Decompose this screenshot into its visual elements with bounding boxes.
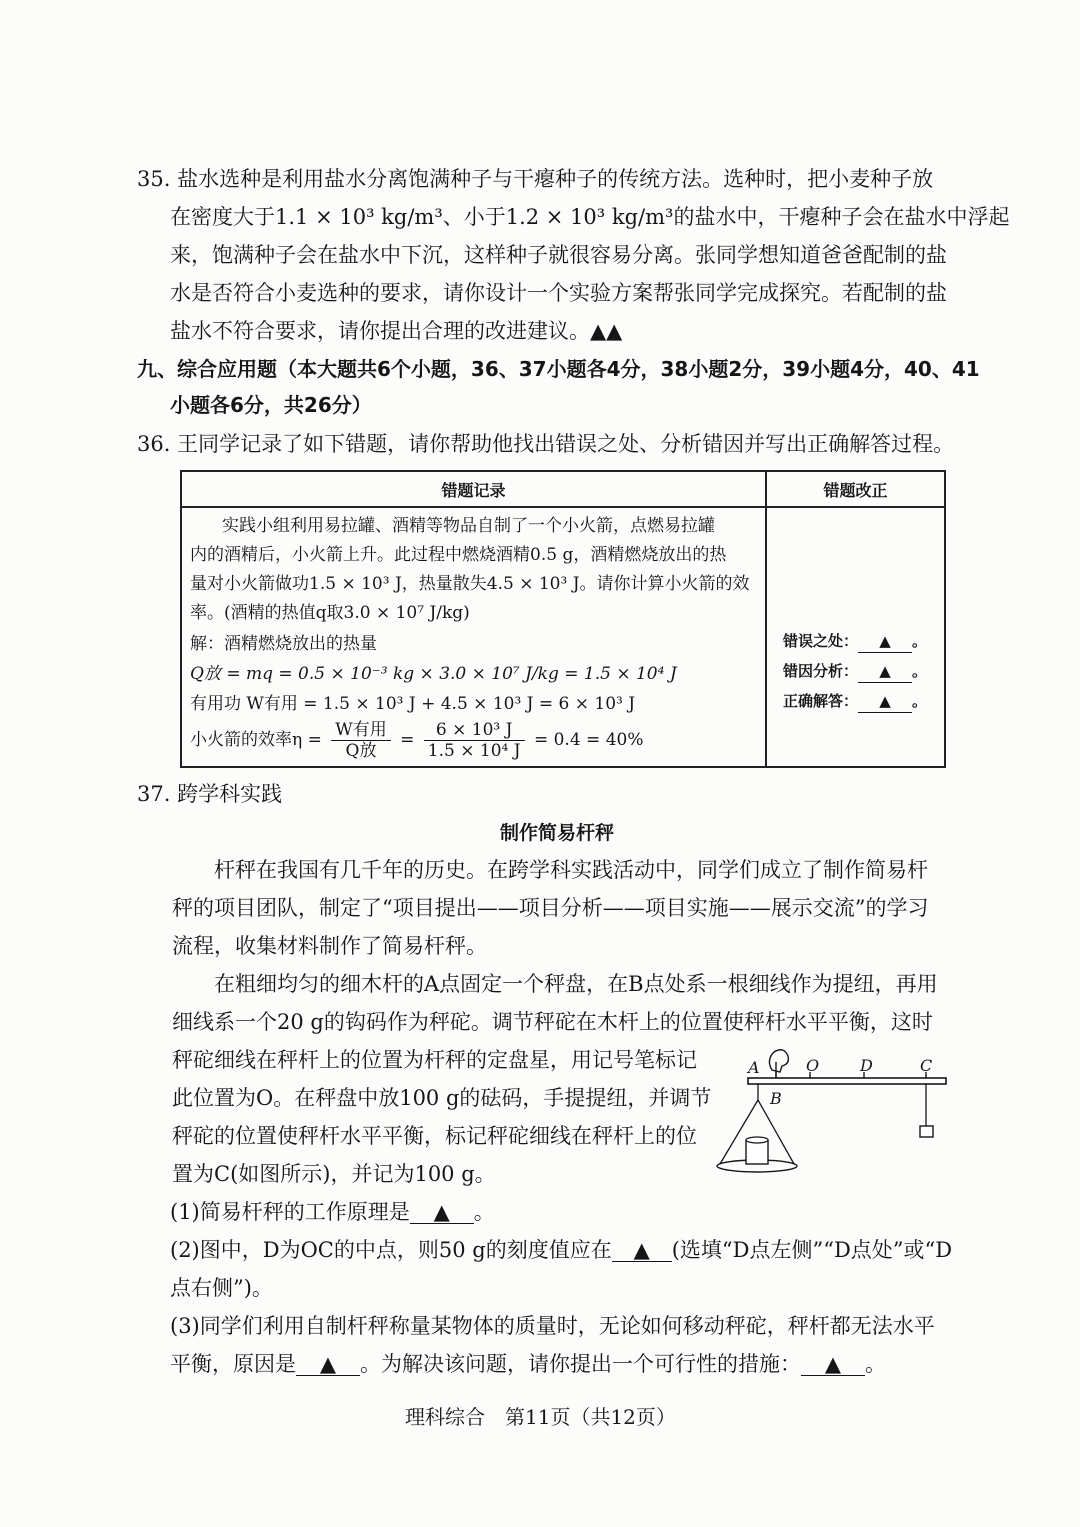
q37-sub1 xyxy=(170,1199,495,1225)
correction-label: 正确解答： xyxy=(783,692,859,710)
correction-end: 。 xyxy=(912,662,928,680)
q37-sub2-line2: 点右侧”)。 xyxy=(170,1276,273,1300)
section-heading-line: 九、综合应用题（本大题共6个小题，36、37小题各4分，38小题2分，39小题4分，40、41 xyxy=(137,357,980,381)
record-cell xyxy=(181,507,766,767)
hand-icon xyxy=(769,1050,788,1072)
q37-para2-line: 秤砣的位置使秤杆水平平衡，标记秤砣细线在秤杆上的位 xyxy=(172,1124,697,1148)
heat-equation: Q放 = mq = 0.5 × 10⁻³ kg × 3.0 × 10⁷ J/kg = 1.5 × 10⁴ J xyxy=(190,664,677,684)
sub3-end: 。 xyxy=(865,1352,886,1376)
efficiency-prefix: 小火箭的效率η = xyxy=(190,730,322,750)
answer-blank[interactable]: ▲ xyxy=(296,1353,360,1376)
correction-error-cause xyxy=(783,660,927,683)
answer-blank[interactable]: ▲ xyxy=(410,1201,474,1224)
label-a: A xyxy=(748,1058,760,1077)
q37-para2-line: 置为C(如图所示)，并记为100 g。 xyxy=(172,1162,496,1186)
record-line: 内的酒精后，小火箭上升。此过程中燃烧酒精0.5 g，酒精燃烧放出的热 xyxy=(190,545,727,565)
page-footer: 理科综合 第11页（共12页） xyxy=(405,1405,676,1429)
record-line: 率。(酒精的热值q取3.0 × 10⁷ J/kg) xyxy=(190,603,470,623)
q37-para2-line: 此位置为O。在秤盘中放100 g的砝码，手提提纽，并调节 xyxy=(172,1086,712,1110)
correction-end: 。 xyxy=(912,632,928,650)
efficiency-result: = 0.4 = 40% xyxy=(533,730,644,750)
q35-line: 来，饱满种子会在盐水中下沉，这样种子就很容易分离。张同学想知道爸爸配制的盐 xyxy=(170,243,947,267)
q37-para2-line: 细线系一个20 g的钩码作为秤砣。调节秤砣在木杆上的位置使秤杆水平平衡，这时 xyxy=(172,1010,933,1034)
correction-correct-solution xyxy=(783,690,927,713)
q37-title: 制作简易杆秤 xyxy=(500,822,615,844)
q35-line: 水是否符合小麦选种的要求，请你设计一个实验方案帮张同学完成探究。若配制的盐 xyxy=(170,281,947,305)
answer-blank[interactable]: ▲ xyxy=(801,1353,865,1376)
solution-line: 解：酒精燃烧放出的热量 xyxy=(190,634,377,654)
counterweight xyxy=(920,1126,933,1137)
header-error-correction: 错题改正 xyxy=(766,471,945,507)
fraction-work-over-heat xyxy=(331,720,390,761)
sub1-text: (1)简易杆秤的工作原理是 xyxy=(170,1200,410,1224)
weight-top xyxy=(746,1137,768,1143)
q35-line: 盐水不符合要求，请你提出合理的改进建议。▲▲ xyxy=(170,319,623,343)
fraction-numerator: W有用 xyxy=(331,720,390,741)
q37-para1-line: 杆秤在我国有几千年的历史。在跨学科实践活动中，同学们成立了制作简易杆 xyxy=(214,858,928,882)
label-c: C xyxy=(920,1056,933,1075)
equals-sign: = xyxy=(400,730,415,750)
record-line: 量对小火箭做功1.5 × 10³ J，热量散失4.5 × 10³ J。请你计算小火箭的效 xyxy=(190,574,750,594)
label-o: O xyxy=(806,1056,820,1075)
correction-label: 错误之处： xyxy=(783,632,859,650)
label-d: D xyxy=(860,1056,873,1075)
answer-blank[interactable]: ▲ xyxy=(612,1239,672,1262)
error-record-table xyxy=(180,470,946,768)
correction-label: 错因分析： xyxy=(783,662,859,680)
label-b: B xyxy=(770,1089,782,1108)
sub1-end: 。 xyxy=(473,1200,495,1224)
fraction-numerator: 6 × 10³ J xyxy=(424,720,525,741)
sub2-text: (2)图中，D为OC的中点，则50 g的刻度值应在 xyxy=(170,1238,612,1262)
q37-sub2 xyxy=(170,1237,952,1263)
correction-error-location xyxy=(783,630,927,653)
q37-para1-line: 流程，收集材料制作了简易杆秤。 xyxy=(172,934,487,958)
q37-para1-line: 秤的项目团队，制定了“项目提出——项目分析——项目实施——展示交流”的学习 xyxy=(172,896,929,920)
fraction-denominator: Q放 xyxy=(345,741,377,761)
answer-blank[interactable]: ▲ xyxy=(858,690,912,713)
answer-blank[interactable]: ▲ xyxy=(858,630,912,653)
sub3-text: 平衡，原因是 xyxy=(170,1352,296,1376)
header-error-record: 错题记录 xyxy=(181,471,766,507)
q35-line: 在密度大于1.1 × 10³ kg/m³、小于1.2 × 10³ kg/m³的盐水中，干瘪种子会在盐水中浮起 xyxy=(170,205,1010,229)
section-heading-line: 小题各6分，共26分） xyxy=(170,393,372,417)
q37-para2-line: 在粗细均匀的细木杆的A点固定一个秤盘，在B点处系一根细线作为提纽，再用 xyxy=(214,972,938,996)
fraction-denominator: 1.5 × 10⁴ J xyxy=(427,741,521,761)
q37-sub3-line1: (3)同学们利用自制杆秤称量某物体的质量时，无论如何移动秤砣，秤杆都无法水平 xyxy=(170,1314,935,1338)
steelyard-rod xyxy=(748,1078,946,1084)
fraction-values xyxy=(424,720,525,761)
efficiency-equation xyxy=(190,720,644,761)
steelyard-figure xyxy=(712,1040,960,1180)
q37-sub3-line2 xyxy=(170,1351,886,1377)
q35-line: 35. 盐水选种是利用盐水分离饱满种子与干瘪种子的传统方法。选种时，把小麦种子放 xyxy=(137,167,934,191)
q36-stem: 36. 王同学记录了如下错题，请你帮助他找出错误之处、分析错因并写出正确解答过程。 xyxy=(137,432,955,456)
correction-cell xyxy=(766,507,945,767)
sub3-text: 。为解决该问题，请你提出一个可行性的措施： xyxy=(360,1352,801,1376)
q37-heading: 37. 跨学科实践 xyxy=(137,782,283,806)
useful-work-equation: 有用功 W有用 = 1.5 × 10³ J + 4.5 × 10³ J = 6 × 10³ J xyxy=(190,694,636,714)
q37-para2-line: 秤砣细线在秤杆上的位置为杆秤的定盘星，用记号笔标记 xyxy=(172,1048,697,1072)
answer-blank[interactable]: ▲ xyxy=(858,660,912,683)
sub2-end: (选填“D点左侧”“D点处”或“D xyxy=(671,1238,953,1262)
correction-end: 。 xyxy=(912,692,928,710)
record-line: 实践小组利用易拉罐、酒精等物品自制了一个小火箭，点燃易拉罐 xyxy=(222,516,715,536)
